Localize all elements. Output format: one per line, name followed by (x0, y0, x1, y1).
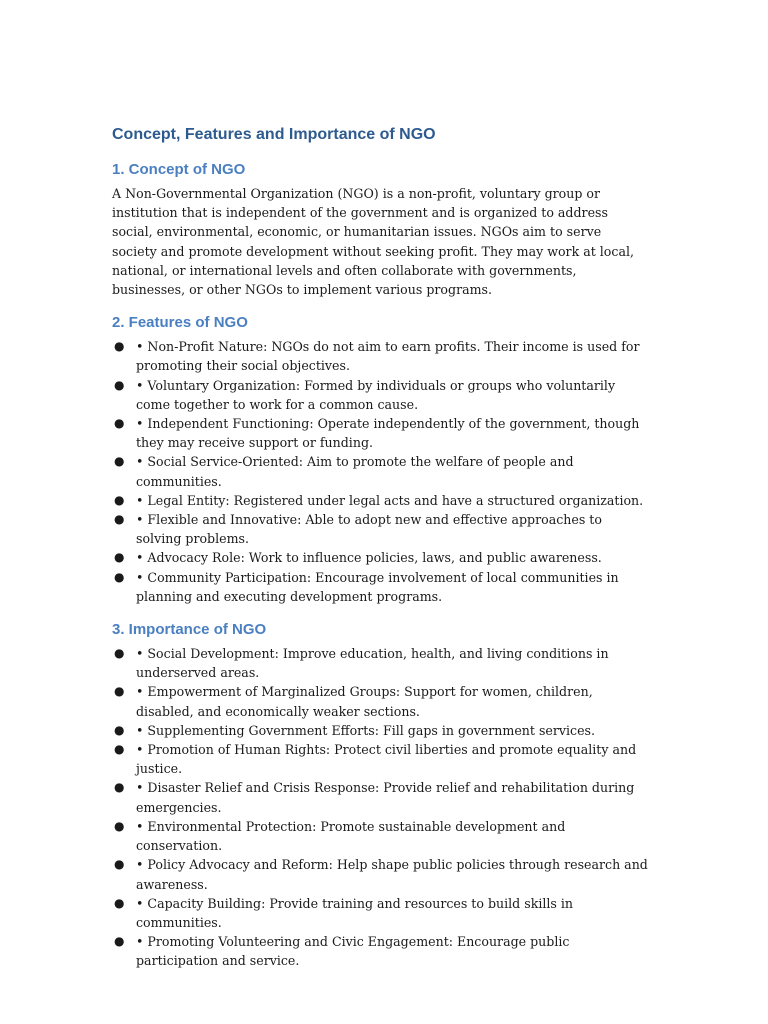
list-item-text: • Flexible and Innovative: Able to adopt new and effective approaches to solving problems. (136, 512, 602, 547)
bullet-icon: ● (114, 780, 125, 795)
section-heading: 2. Features of NGO (112, 314, 248, 332)
list-item (112, 337, 648, 375)
list-item (112, 568, 648, 606)
bullet-icon: ● (114, 857, 125, 872)
concept-paragraph: A Non-Governmental Organization (NGO) is a non-profit, voluntary group or institution that is independent of the government and is organized to address social, environmental, economic, or humanitarian issues. NGOs aim to serve society and promote development without seeking profit. They may work at local, national, or international levels and often collaborate with governments, businesses, or other NGOs to implement various programs. (112, 186, 634, 298)
features-list (112, 337, 648, 606)
section-heading: 3. Importance of NGO (112, 621, 267, 639)
list-item-text: • Promoting Volunteering and Civic Engagement: Encourage public participation and service. (136, 934, 570, 969)
bullet-icon: ● (114, 339, 125, 354)
list-item-text: • Environmental Protection: Promote sustainable development and conservation. (136, 818, 566, 854)
list-item (112, 778, 648, 816)
list-item (112, 721, 648, 740)
bullet-icon: ● (114, 684, 125, 699)
list-item-text: • Empowerment of Marginalized Groups: Support for women, children, disabled, and economically weaker sections. (136, 684, 593, 719)
bullet-icon: ● (114, 742, 125, 757)
list-item-text: • Non-Profit Nature: NGOs do not aim to earn profits. Their income is used for promoting their social objectives. (136, 339, 640, 374)
list-item (112, 452, 648, 490)
bullet-icon: ● (114, 895, 125, 910)
bullet-icon: ● (114, 646, 125, 661)
list-item-text: • Legal Entity: Registered under legal acts and have a structured organization. (136, 492, 644, 508)
bullet-icon: ● (114, 377, 125, 392)
list-item-text: • Advocacy Role: Work to influence policies, laws, and public awareness. (136, 550, 602, 566)
list-item-text: • Policy Advocacy and Reform: Help shape public policies through research and awareness. (136, 857, 648, 892)
list-item (112, 894, 648, 932)
bullet-icon: ● (114, 492, 125, 507)
list-item-text: • Community Participation: Encourage involvement of local communities in planning and executing development programs. (136, 569, 619, 604)
list-item (112, 491, 648, 510)
section-concept (112, 160, 648, 299)
list-item (112, 376, 648, 414)
importance-list (112, 644, 648, 970)
list-item (112, 414, 648, 452)
list-item-text: • Social Development: Improve education, health, and living conditions in underserved areas. (136, 646, 609, 681)
bullet-icon: ● (114, 569, 125, 584)
bullet-icon: ● (114, 722, 125, 737)
list-item-text: • Capacity Building: Provide training and resources to build skills in communities. (136, 895, 574, 930)
list-item-text: • Disaster Relief and Crisis Response: Provide relief and rehabilitation during emergencies. (136, 780, 635, 815)
section-heading: 1. Concept of NGO (112, 161, 246, 178)
list-item (112, 682, 648, 720)
list-item (112, 932, 648, 970)
list-item-text: • Independent Functioning: Operate independently of the government, though they may receive support or funding. (136, 416, 640, 451)
bullet-icon: ● (114, 454, 125, 469)
list-item (112, 855, 648, 893)
list-item-text: • Supplementing Government Efforts: Fill gaps in government services. (136, 722, 595, 738)
section-features (112, 313, 648, 606)
document-title: Concept, Features and Importance of NGO (112, 126, 436, 143)
section-importance (112, 620, 648, 970)
list-item (112, 740, 648, 778)
list-item-text: • Promotion of Human Rights: Protect civil liberties and promote equality and justice. (136, 742, 637, 777)
list-item (112, 510, 648, 548)
bullet-icon: ● (114, 550, 125, 565)
bullet-icon: ● (114, 818, 125, 833)
bullet-icon: ● (114, 934, 125, 949)
list-item-text: • Voluntary Organization: Formed by individuals or groups who voluntarily come together to work for a common cause. (136, 377, 616, 412)
list-item-text: • Social Service-Oriented: Aim to promote the welfare of people and communities. (136, 454, 574, 489)
list-item (112, 548, 648, 567)
list-item (112, 817, 648, 855)
bullet-icon: ● (114, 512, 125, 527)
list-item (112, 644, 648, 682)
bullet-icon: ● (114, 416, 125, 431)
